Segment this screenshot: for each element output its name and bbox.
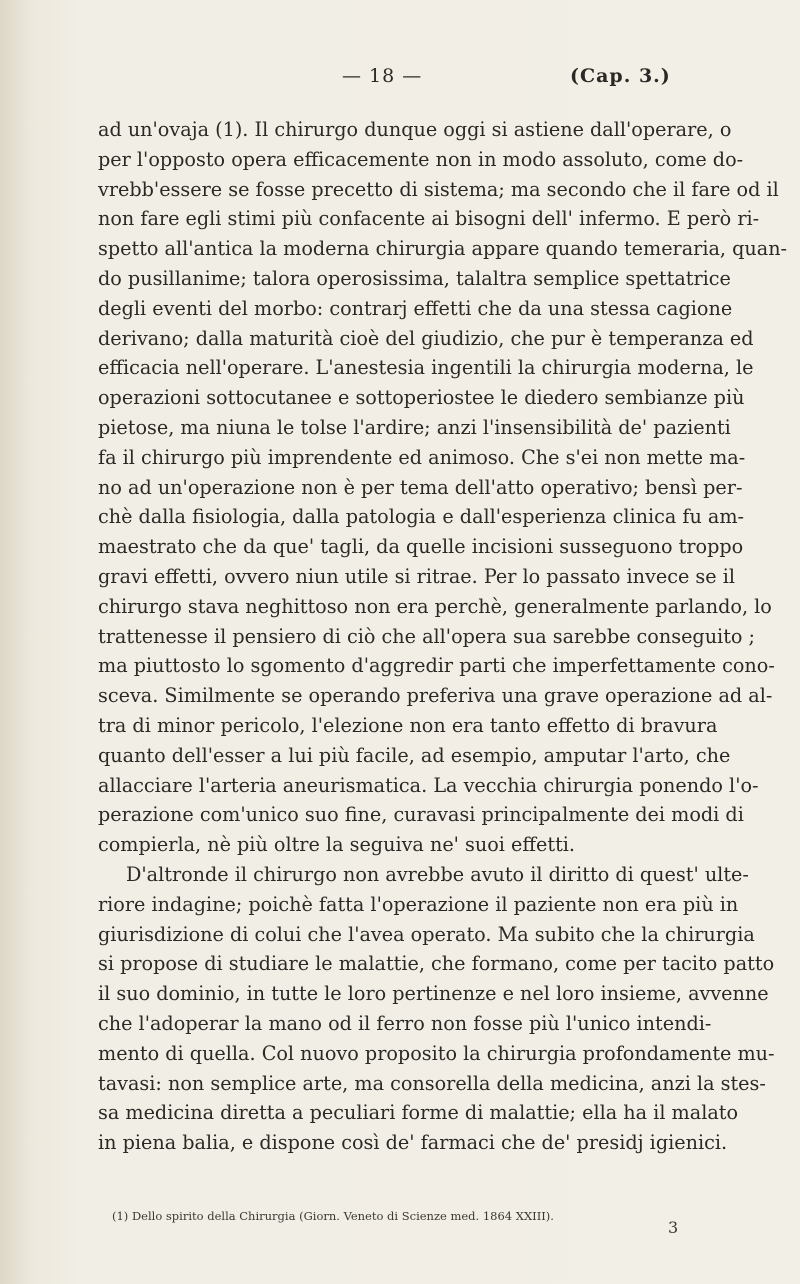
text-line: chirurgo stava neghittoso non era perchè, generalmente parlando, lo bbox=[98, 594, 772, 618]
text-line: fa il chirurgo più imprendente ed animoso. Che s'ei non mette ma- bbox=[98, 445, 746, 469]
text-line: mento di quella. Col nuovo proposito la chirurgia profondamente mu- bbox=[98, 1041, 775, 1065]
text-line-paragraph-start: D'altronde il chirurgo non avrebbe avuto il diritto di quest' ulte- bbox=[126, 862, 749, 886]
text-line: che l'adoperar la mano od il ferro non fosse più l'unico intendi- bbox=[98, 1011, 712, 1035]
text-line: do pusillanime; talora operosissima, talaltra semplice spettatrice bbox=[98, 266, 731, 290]
text-line: derivano; dalla maturità cioè del giudizio, che pur è temperanza ed bbox=[98, 326, 754, 350]
text-line: in piena balia, e dispone così de' farmaci che de' presidj igienici. bbox=[98, 1131, 728, 1155]
text-line: operazioni sottocutanee e sottoperiostee le diedero sembianze più bbox=[98, 386, 745, 410]
text-line: giurisdizione di colui che l'avea operato. Ma subito che la chirurgia bbox=[98, 922, 755, 946]
text-line: gravi effetti, ovvero niun utile si ritrae. Per lo passato invece se il bbox=[98, 564, 735, 588]
text-line: per l'opposto opera efficacemente non in modo assoluto, come do- bbox=[98, 147, 744, 171]
text-line: spetto all'antica la moderna chirurgia appare quando temeraria, quan- bbox=[98, 237, 788, 261]
text-line: perazione com'unico suo fine, curavasi principalmente dei modi di bbox=[98, 803, 744, 827]
text-line: il suo dominio, in tutte le loro pertinenze e nel loro insieme, avvenne bbox=[98, 982, 769, 1006]
printer-signature-mark: 3 bbox=[668, 1218, 679, 1237]
text-line: sa medicina diretta a peculiari forme di malattie; ella ha il malato bbox=[98, 1101, 739, 1125]
text-line: degli eventi del morbo: contrarj effetti che da una stessa cagione bbox=[98, 296, 733, 320]
text-line: ad un'ovaja (1). Il chirurgo dunque oggi si astiene dall'operare, o bbox=[98, 118, 732, 141]
chapter-label: (Cap. 3.) bbox=[570, 65, 671, 87]
text-line: chè dalla fisiologia, dalla patologia e dall'esperienza clinica fu am- bbox=[98, 505, 745, 529]
footnote: (1) Dello spirito della Chirurgia (Giorn. Veneto di Scienze med. 1864 XXIII). bbox=[112, 1209, 554, 1223]
page-header bbox=[0, 65, 800, 95]
text-line: riore indagine; poichè fatta l'operazione il paziente non era più in bbox=[98, 892, 739, 916]
text-line: tra di minor pericolo, l'elezione non era tanto effetto di bravura bbox=[98, 713, 718, 737]
text-line: tavasi: non semplice arte, ma consorella della medicina, anzi la stes- bbox=[98, 1071, 766, 1095]
text-line-paragraph-end: compierla, nè più oltre la seguiva ne' suoi effetti. bbox=[98, 833, 576, 857]
text-line: non fare egli stimi più confacente ai bisogni dell' infermo. E però ri- bbox=[98, 207, 760, 231]
text-line: sceva. Similmente se operando preferiva una grave operazione ad al- bbox=[98, 684, 773, 708]
text-line: efficacia nell'operare. L'anestesia ingentili la chirurgia moderna, le bbox=[98, 356, 754, 380]
text-line: allacciare l'arteria aneurismatica. La vecchia chirurgia ponendo l'o- bbox=[98, 773, 759, 797]
text-line: si propose di studiare le malattie, che formano, come per tacito patto bbox=[98, 952, 775, 976]
text-line: no ad un'operazione non è per tema dell'atto operativo; bensì per- bbox=[98, 475, 743, 499]
body-text bbox=[98, 115, 788, 1158]
text-line: trattenesse il pensiero di ciò che all'opera sua sarebbe conseguito ; bbox=[98, 624, 756, 648]
text-line: quanto dell'esser a lui più facile, ad esempio, amputar l'arto, che bbox=[98, 743, 731, 767]
text-line: vrebb'essere se fosse precetto di sistema; ma secondo che il fare od il bbox=[98, 177, 779, 201]
page-number: — 18 — bbox=[342, 65, 423, 87]
text-line: pietose, ma niuna le tolse l'ardire; anzi l'insensibilità de' pazienti bbox=[98, 415, 731, 439]
text-line: ma piuttosto lo sgomento d'aggredir parti che imperfettamente cono- bbox=[98, 654, 775, 678]
text-line: maestrato che da que' tagli, da quelle incisioni susseguono troppo bbox=[98, 535, 744, 559]
